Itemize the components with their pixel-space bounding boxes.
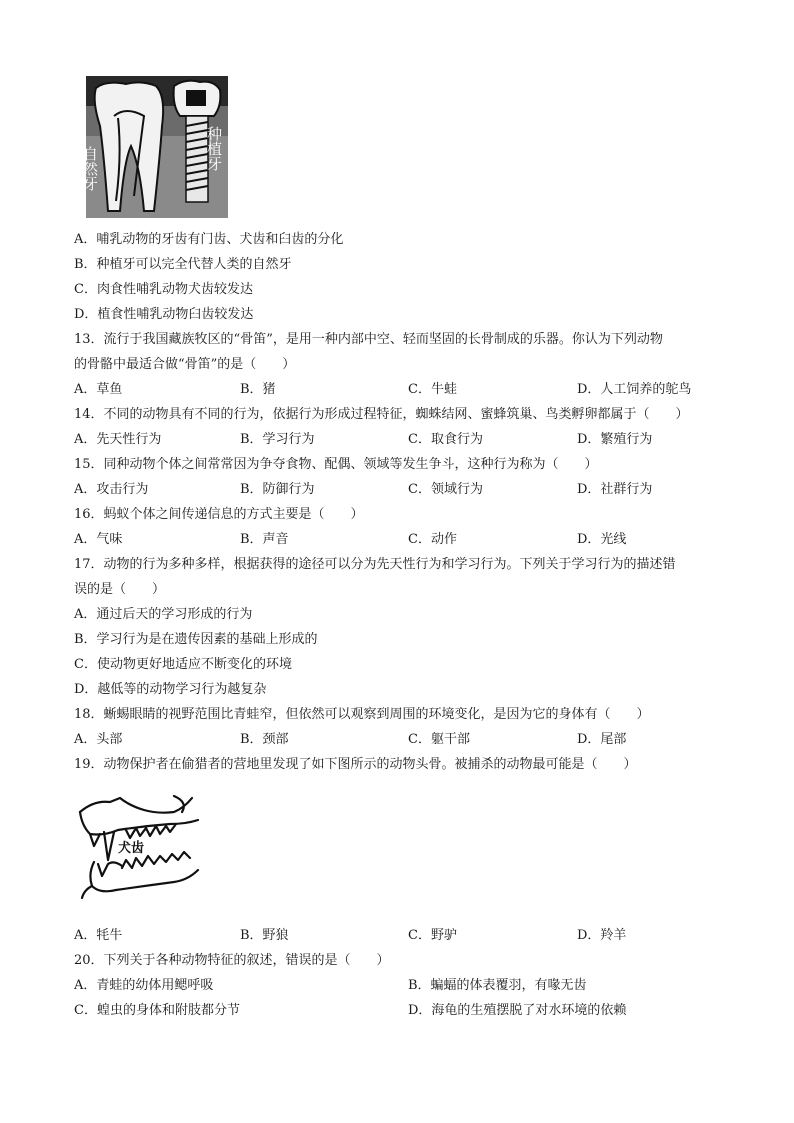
q19-options (74, 926, 734, 946)
q14-option-b[interactable]: B．学习行为 (240, 432, 315, 447)
q18-stem: 18．蜥蜴眼睛的视野范围比青蛙窄，但依然可以观察到周围的环境变化，是因为它的身体有（ ） (74, 707, 650, 722)
q14-option-c[interactable]: C．取食行为 (408, 432, 483, 447)
q14-stem: 14．不同的动物具有不同的行为，依据行为形成过程特征，蜘蛛结网、蜜蜂筑巢、鸟类孵卵都属于（ ） (74, 407, 689, 422)
q16-option-d[interactable]: D．光线 (577, 532, 627, 547)
skull-figure (74, 790, 204, 902)
q15-option-a[interactable]: A．攻击行为 (74, 482, 149, 497)
q20-option-b[interactable]: B．蝙蝠的体表覆羽，有喙无齿 (408, 978, 587, 993)
q20-options-row1 (74, 976, 734, 996)
q19-option-c[interactable]: C．野驴 (408, 928, 457, 943)
q14-option-a[interactable]: A．先天性行为 (74, 432, 162, 447)
q18-option-b[interactable]: B．颈部 (240, 732, 289, 747)
q18-options (74, 730, 734, 750)
q18-option-c[interactable]: C．躯干部 (408, 732, 470, 747)
q19-option-b[interactable]: B．野狼 (240, 928, 289, 943)
q13-option-c[interactable]: C．牛蛙 (408, 382, 457, 397)
q15-option-b[interactable]: B．防御行为 (240, 482, 315, 497)
q20-option-c[interactable]: C．蝗虫的身体和附肢都分节 (74, 1003, 240, 1018)
tooth-label-natural: 自然牙 (81, 146, 99, 191)
q15-options (74, 480, 734, 500)
q20-stem: 20．下列关于各种动物特征的叙述，错误的是（ ） (74, 953, 390, 968)
q18-option-d[interactable]: D．尾部 (577, 732, 627, 747)
q12-option-c[interactable]: C．肉食性哺乳动物犬齿较发达 (74, 282, 253, 297)
q15-option-c[interactable]: C．领域行为 (408, 482, 483, 497)
tooth-label-implant: 种植牙 (205, 126, 223, 171)
q17-stem-line2: 误的是（ ） (74, 582, 166, 597)
q12-option-b[interactable]: B．种植牙可以完全代替人类的自然牙 (74, 257, 292, 272)
skull-label-canine: 犬齿 (118, 841, 145, 856)
q13-stem-line2: 的骨骼中最适合做“骨笛”的是（ ） (74, 357, 296, 372)
q17-option-b[interactable]: B．学习行为是在遗传因素的基础上形成的 (74, 632, 318, 647)
q12-option-d[interactable]: D．植食性哺乳动物臼齿较发达 (74, 307, 254, 322)
q17-option-d[interactable]: D．越低等的动物学习行为越复杂 (74, 682, 267, 697)
q19-stem: 19．动物保护者在偷猎者的营地里发现了如下图所示的动物头骨。被捕杀的动物最可能是（ ） (74, 757, 637, 772)
q13-stem-line1: 13．流行于我国藏族牧区的“骨笛”，是用一种内部中空、轻而坚固的长骨制成的乐器。你认为下列动物 (74, 332, 663, 347)
q16-option-c[interactable]: C．动作 (408, 532, 457, 547)
q20-option-d[interactable]: D．海龟的生殖摆脱了对水环境的依赖 (408, 1003, 627, 1018)
q13-options (74, 380, 734, 400)
q13-option-d[interactable]: D．人工饲养的鸵鸟 (577, 382, 692, 397)
q15-option-d[interactable]: D．社群行为 (577, 482, 653, 497)
q19-option-d[interactable]: D．羚羊 (577, 928, 627, 943)
q19-option-a[interactable]: A．牦牛 (74, 928, 123, 943)
q12-option-a[interactable]: A．哺乳动物的牙齿有门齿、犬齿和臼齿的分化 (74, 232, 344, 247)
q13-option-b[interactable]: B．猪 (240, 382, 276, 397)
q14-options (74, 430, 734, 450)
q13-option-a[interactable]: A．草鱼 (74, 382, 123, 397)
tooth-figure (81, 76, 228, 218)
q16-option-b[interactable]: B．声音 (240, 532, 289, 547)
q16-option-a[interactable]: A．气味 (74, 532, 123, 547)
q17-option-a[interactable]: A．通过后天的学习形成的行为 (74, 607, 253, 622)
q17-option-c[interactable]: C．使动物更好地适应不断变化的环境 (74, 657, 292, 672)
q17-stem-line1: 17．动物的行为多种多样，根据获得的途径可以分为先天性行为和学习行为。下列关于学习行为的描述错 (74, 557, 676, 572)
q15-stem: 15．同种动物个体之间常常因为争夺食物、配偶、领域等发生争斗，这种行为称为（ ） (74, 457, 598, 472)
q18-option-a[interactable]: A．头部 (74, 732, 123, 747)
q16-stem: 16．蚂蚁个体之间传递信息的方式主要是（ ） (74, 507, 364, 522)
q20-option-a[interactable]: A．青蛙的幼体用鳃呼吸 (74, 978, 214, 993)
q16-options (74, 530, 734, 550)
q14-option-d[interactable]: D．繁殖行为 (577, 432, 653, 447)
q20-options-row2 (74, 1001, 734, 1021)
